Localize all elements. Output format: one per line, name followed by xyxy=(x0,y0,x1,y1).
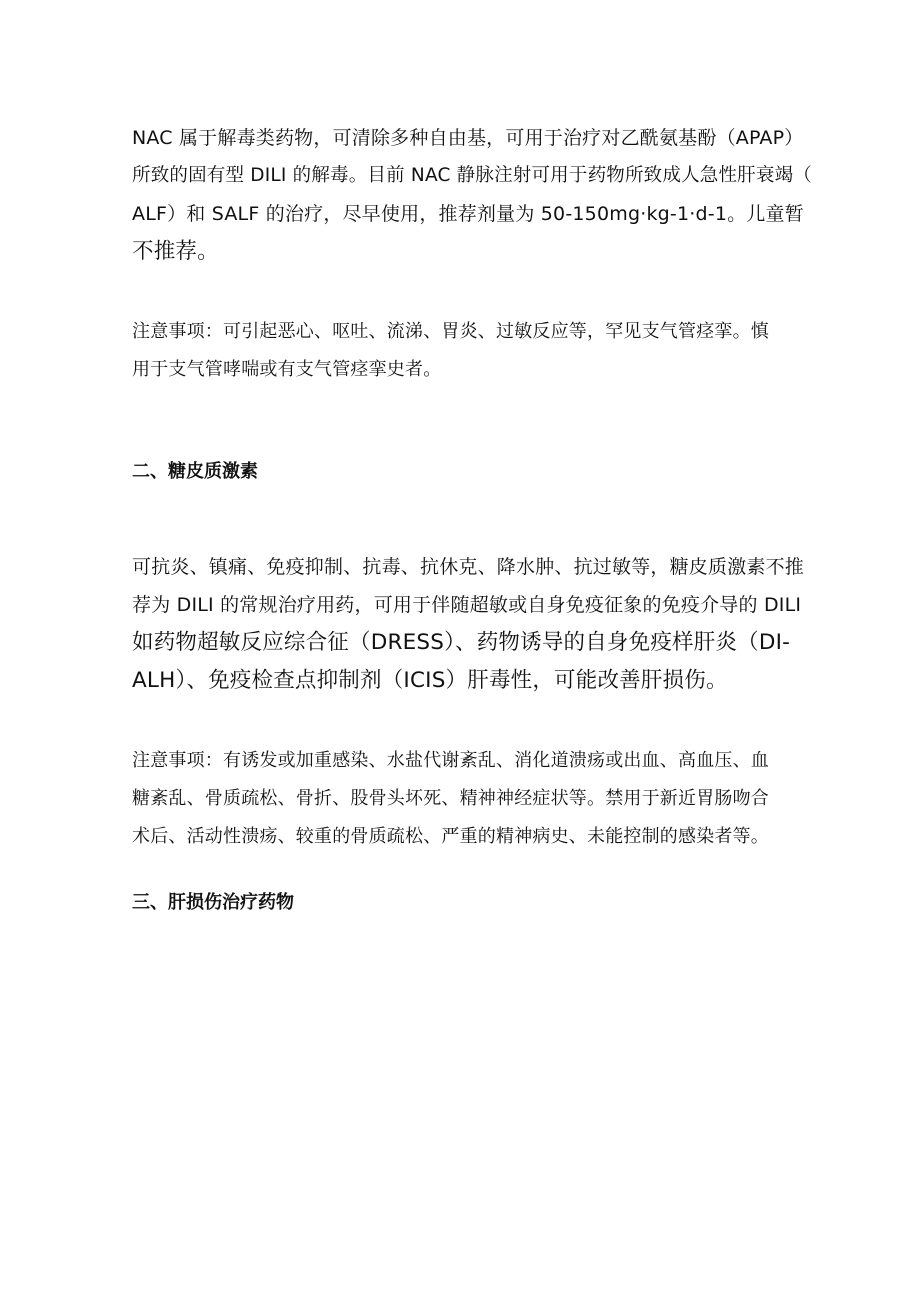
paragraph-line: ALH）、免疫检查点抑制剂（ICIS）肝毒性，可能改善肝损伤。 xyxy=(132,668,728,693)
paragraph-line: 如药物超敏反应综合征（DRESS）、药物诱导的自身免疫样肝炎（DI- xyxy=(132,630,791,655)
nac-precautions xyxy=(132,313,792,389)
paragraph-line: 可抗炎、镇痛、免疫抑制、抗毒、抗休克、降水肿、抗过敏等，糖皮质激素不推 xyxy=(132,556,805,578)
paragraph-line: 所致的固有型 DILI 的解毒。目前 NAC 静脉注射可用于药物所致成人急性肝衰竭（ xyxy=(132,165,812,186)
paragraph-line: 用于支气管哮喘或有支气管痉挛史者。 xyxy=(132,359,442,380)
paragraph-line: ALF）和 SALF 的治疗，尽早使用，推荐剂量为 50-150mg·kg-1·d-1。儿童暂 xyxy=(132,203,804,225)
paragraph-line: 不推荐。 xyxy=(132,239,219,264)
paragraph-line: 注意事项：有诱发或加重感染、水盐代谢紊乱、消化道溃疡或出血、高血压、血 xyxy=(132,750,769,771)
paragraph-line: NAC 属于解毒类药物，可清除多种自由基，可用于治疗对乙酰氨基酚（APAP） xyxy=(132,127,804,149)
glucocorticoid-paragraph xyxy=(132,548,805,700)
section-heading-liver-injury-drugs: 三、肝损伤治疗药物 xyxy=(132,892,294,913)
section-heading-glucocorticoids: 二、糖皮质激素 xyxy=(132,461,258,482)
paragraph-line: 术后、活动性溃疡、较重的骨质疏松、严重的精神病史、未能控制的感染者等。 xyxy=(132,826,769,847)
glucocorticoid-precautions xyxy=(132,742,792,856)
nac-paragraph xyxy=(132,119,812,271)
paragraph-line: 注意事项：可引起恶心、呕吐、流涕、胃炎、过敏反应等，罕见支气管痉挛。慎 xyxy=(132,321,769,342)
paragraph-line: 糖紊乱、骨质疏松、骨折、股骨头坏死、精神神经症状等。禁用于新近胃肠吻合 xyxy=(132,788,769,809)
paragraph-line: 荐为 DILI 的常规治疗用药，可用于伴随超敏或自身免疫征象的免疫介导的 DILI xyxy=(132,594,802,616)
